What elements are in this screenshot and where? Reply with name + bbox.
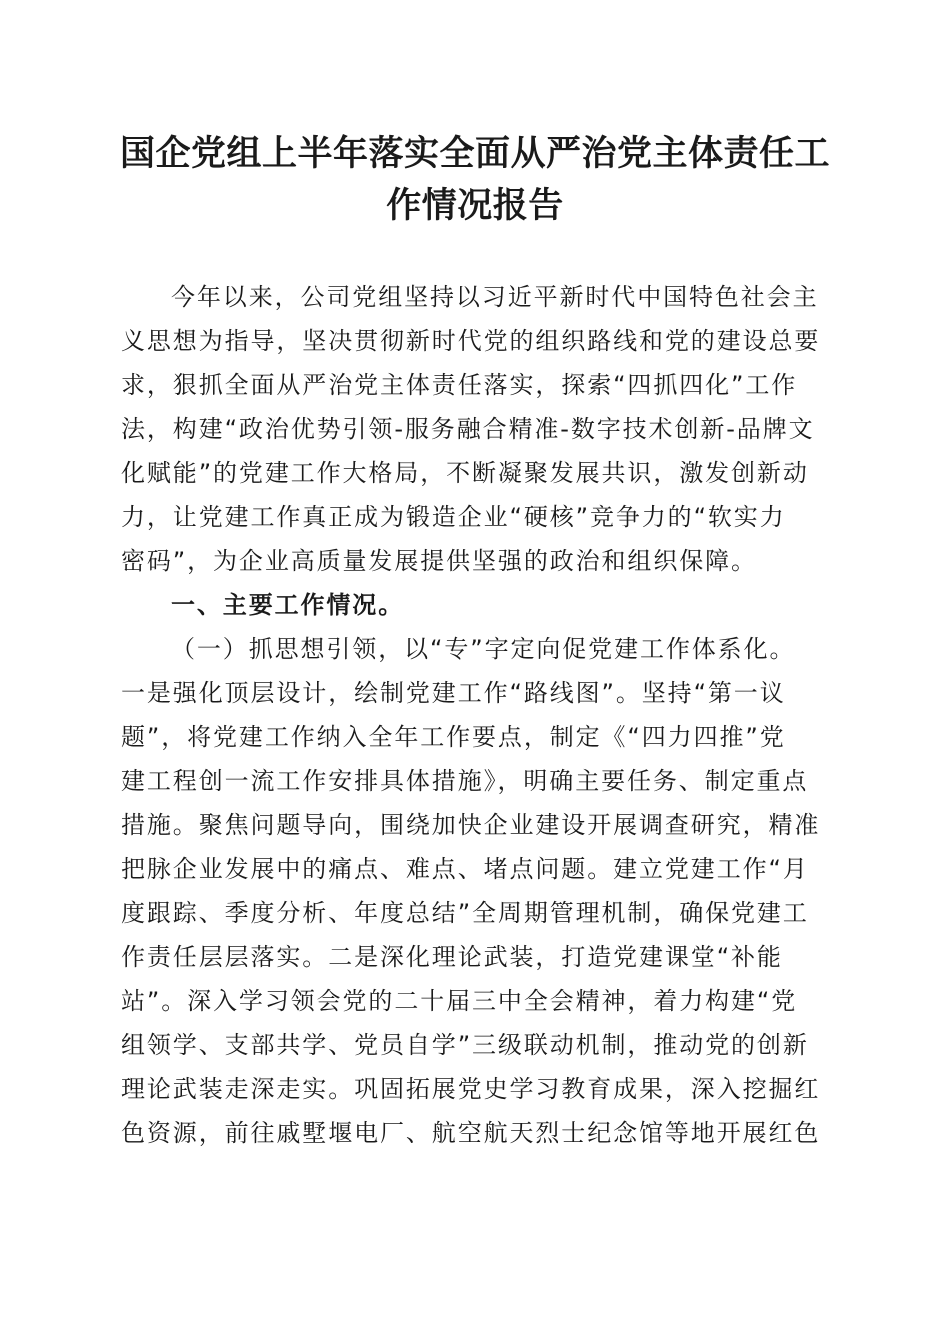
- paragraph-line: 站”。深入学习领会党的二十届三中全会精神，着力构建“党: [121, 987, 798, 1015]
- title-line-1: 国企党组上半年落实全面从严治党主体责任工: [119, 133, 830, 174]
- paragraph-line: 作责任层层落实。二是深化理论武装，打造党建课堂“补能: [121, 943, 783, 971]
- paragraph-line: 建工程创一流工作安排具体措施》，明确主要任务、制定重点: [121, 767, 809, 795]
- subsection-heading: （一）抓思想引领，以“专”字定向促党建工作体系化。: [171, 635, 796, 663]
- title-line-2: 作情况报告: [386, 185, 564, 226]
- paragraph-line: 一是强化顶层设计，绘制党建工作“路线图”。坚持“第一议: [121, 679, 786, 707]
- section-heading: 一、主要工作情况。: [171, 591, 405, 619]
- paragraph-line: 题”，将党建工作纳入全年工作要点，制定《“四力四推”党: [121, 723, 786, 751]
- paragraph-line: 求，狠抓全面从严治党主体责任落实，探索“四抓四化”工作: [121, 371, 798, 399]
- paragraph-line: 组领学、支部共学、党员自学”三级联动机制，推动党的创新: [121, 1031, 809, 1059]
- paragraph-line: 力，让党建工作真正成为锻造企业“硬核”竞争力的“软实力: [121, 503, 786, 531]
- paragraph-line: 密码”，为企业高质量发展提供坚强的政治和组织保障。: [121, 547, 757, 575]
- paragraph-line: 理论武装走深走实。巩固拓展党史学习教育成果，深入挖掘红: [121, 1075, 821, 1103]
- paragraph-line: 把脉企业发展中的痛点、难点、堵点问题。建立党建工作“月: [121, 855, 809, 883]
- paragraph-line: 义思想为指导，坚决贯彻新时代党的组织路线和党的建设总要: [121, 327, 821, 355]
- document-title: [100, 128, 850, 232]
- paragraph-line: 度跟踪、季度分析、年度总结”全周期管理机制，确保党建工: [121, 899, 809, 927]
- paragraph-line: 法，构建“政治优势引领-服务融合精准-数字技术创新-品牌文: [121, 415, 815, 443]
- paragraph-line: 色资源，前往戚墅堰电厂、航空航天烈士纪念馆等地开展红色: [121, 1119, 821, 1147]
- paragraph-line: 化赋能”的党建工作大格局，不断凝聚发展共识，激发创新动: [121, 459, 809, 487]
- paragraph-line: 今年以来，公司党组坚持以习近平新时代中国特色社会主: [171, 283, 819, 311]
- paragraph-line: 措施。聚焦问题导向，围绕加快企业建设开展调查研究，精准: [121, 811, 821, 839]
- document-body: [121, 275, 831, 1155]
